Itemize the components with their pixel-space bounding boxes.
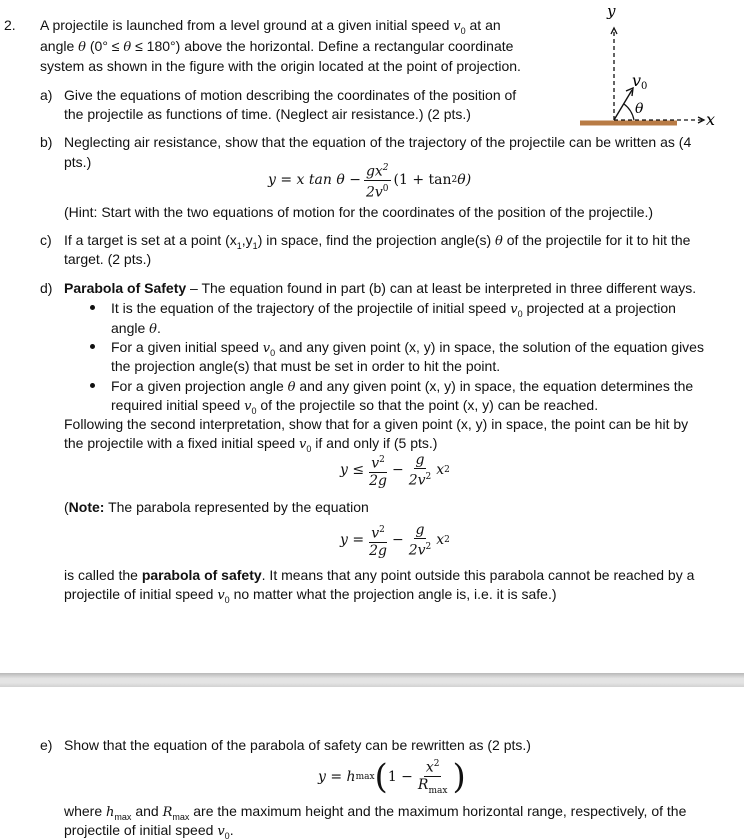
intro-line-2: angle θ (0° ≤ θ ≤ 180°) above the horizontal. Define a rectangular coordinate [40,38,514,55]
intro-line-3: system as shown in the figure with the origin located at the point of projection. [40,58,521,74]
where-line-1: where $h_{max}$ and $R_{max}$ are the maximum height and the maximum horizontal range, respectively, of the [64,803,687,822]
following-line-1: Following the second interpretation, show that for a given point (x, y) in space, the point can be hit by [64,416,689,432]
part-e-line: Show that the equation of the parabola of safety can be rewritten as (2 pts.) [64,737,531,753]
note-line: (Note: The parabola represented by the equation [64,499,369,515]
bullet-icon [90,305,95,310]
part-b-hint: (Hint: Start with the two equations of motion for the coordinates of the position of the projectile.) [64,204,654,220]
angle-arc [624,104,634,120]
problem-number: 2. [4,17,16,33]
coordinate-figure [580,0,744,130]
safety-parabola-equation: y = $\frac{v^2}{2g}$ − $\frac{g}{2v^2}$ x 2 [340,522,450,559]
theta-label: θ [635,101,644,117]
part-c-line-2: target. (2 pts.) [64,251,152,267]
v0-label: v0 [632,71,648,92]
part-a-line-1: Give the equations of motion describing the coordinates of the position of [64,87,517,103]
bullet-2-line-1: For a given initial speed $v_0$ and any given point (x, y) in space, the solution of the equation gives [111,339,704,358]
part-c-line-1: If a target is set at a point $(x_1,y_1)$ in space, find the projection angle(s) θ of the projectile for it to hit the [64,232,691,251]
page-break [0,673,744,687]
part-b-label: b) [40,134,53,150]
part-e-label: e) [40,737,53,753]
bullet-3-line-2: required initial speed $v_0$ of the projectile so that the point (x, y) can be reached. [111,397,599,416]
bullet-1-line-1: It is the equation of the trajectory of the projectile of initial speed $v_0$ projected at a projection [111,300,676,319]
part-c-label: c) [40,232,52,248]
x-label: x [706,110,716,129]
part-b-line-1: Neglecting air resistance, show that the equation of the trajectory of the projectile can be written as (4 [64,134,692,150]
safety-inequality: y ≤ $\frac{v^2}{2g}$ − $\frac{g}{2v^2}$ x 2 [340,452,450,489]
after-line-2: projectile of initial speed $v_0$ no matter what the projection angle is, i.e. it is safe.) [64,586,557,605]
part-a-line-2: the projectile as functions of time. (Neglect air resistance.) (2 pts.) [64,106,471,122]
safety-rewritten-equation: y = h max ( 1 − $x^2$ $R_{max}$ ) [318,757,466,798]
bullet-2-line-2: the projection angle(s) that must be set in order to hit the point. [111,358,501,374]
part-d-label: d) [40,280,53,296]
trajectory-equation: y = x tan θ − $\frac{gx^2}{2v^0}$ (1 + tan 2 θ) [268,160,471,200]
y-label: y [607,2,616,20]
bullet-icon [90,344,95,349]
part-b-line-2: pts.) [64,154,92,170]
bullet-1-line-2: angle θ. [111,320,161,337]
intro-line-1: A projectile is launched from a level ground at a given initial speed $v_0$ at an [40,17,501,36]
bullet-icon [90,383,95,388]
following-line-2: the projectile with a fixed initial speed $v_0$ if and only if (5 pts.) [64,435,438,454]
bullet-3-line-1: For a given projection angle θ and any given point (x, y) in space, the equation determines the [111,378,694,395]
part-a-label: a) [40,87,53,103]
after-line-1: is called the parabola of safety. It means that any point outside this parabola cannot be reached by a [64,567,695,583]
where-line-2: projectile of initial speed $v_0$. [64,822,234,839]
velocity-vector [614,90,632,120]
part-d-intro: Parabola of Safety – The equation found in part (b) can at least be interpreted in three different ways. [64,280,697,296]
